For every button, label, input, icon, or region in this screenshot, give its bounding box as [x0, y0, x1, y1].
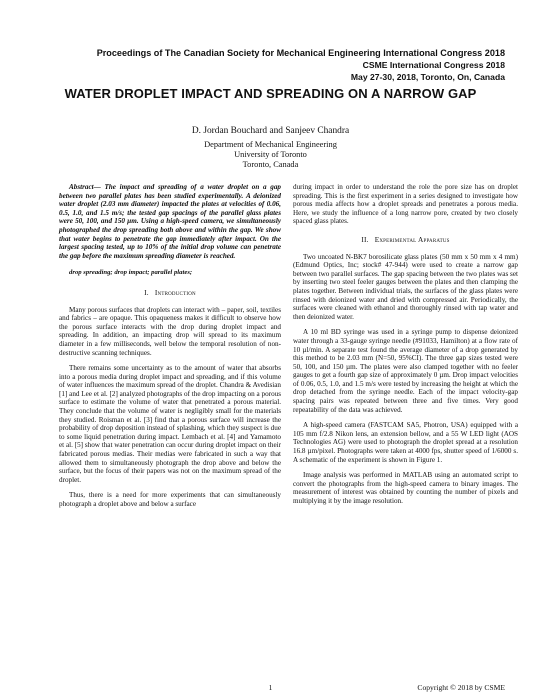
right-column	[293, 183, 518, 506]
affiliation-department: Department of Mechanical Engineering	[204, 140, 337, 149]
section-number: II.	[361, 234, 369, 244]
copyright-notice: Copyright © 2018 by CSME	[417, 683, 505, 692]
section-number: I.	[144, 287, 149, 297]
apparatus-paragraph-4: Image analysis was performed in MATLAB using an automated script to convert the photographs from the high-speed camera to binary images. The measurement of interest was obtained by counting the number of pixels and multiplying it by the image resolution.	[293, 471, 518, 505]
apparatus-paragraph-2: A 10 ml BD syringe was used in a syringe pump to dispense deionized water through a 33-gauge syringe needle (#91033, Hamilton) at a flow rate of 10 µl/min. A separate test found the average diameter of a drop generated by this method to be 2.03 mm (N=50, 95%CI). The three gap sizes tested were 50, 100, and 150 µm. The plates were also clamped together with no feeler gauges to get a fourth gap size of approximately 0 µm. Drop impact velocities of 0.06, 0.5, 1.0, and 1.5 m/s were tested by increasing the height at which the drop detached from the syringe needle. Each of the impact velocity-gap spacing pairs was repeated between three and five times. Very good repeatability of the data was achieved.	[293, 328, 518, 414]
conference-title: Proceedings of The Canadian Society for Mechanical Engineering International Congress 2018	[96, 48, 505, 58]
paper-title: WATER DROPLET IMPACT AND SPREADING ON A NARROW GAP	[64, 86, 477, 101]
section-heading-experimental-apparatus	[293, 236, 518, 245]
keywords: drop spreading; drop impact; parallel plates;	[69, 269, 193, 277]
affiliation-city: Toronto, Canada	[242, 160, 299, 169]
abstract-text: — The impact and spreading of a water droplet on a gap between two parallel plates has been studied experimentally. A deionized water droplet (2.03 mm diameter) impacted the plates at velocities of 0.06, 0.5, 1.0, and 1.5 m/s; the tested gap spacings of the parallel glass plates were 50, 100, and 150 µm. Using a high-speed camera, we simultaneously photographed the drop spreading both above and within the gap. We show that water begins to penetrate the gap immediately after impact. On the largest spacing tested, up to 10% of the initial drop volume can penetrate the gap before the maximum spreading diameter is reached.	[59, 183, 281, 260]
intro-continuation: during impact in order to understand the role the pore size has on droplet spreading. This is the first experiment in a series designed to investigate how porous media affects how a droplet spreads and penetrates a porous media. Here, we study the influence of a long narrow pore, created by two closely spaced glass plates.	[293, 183, 518, 226]
intro-paragraph-2: There remains some uncertainty as to the amount of water that absorbs into a porous media during droplet impact and spreading, and if this volume of water influences the maximum spread of the droplet. Chandra & Avedisian [1] and Lee et al. [2] analyzed photographs of the drop impacting on a porous surface to estimate the volume of water that penetrated a porous material. They conclude that the volume of water is negligibly small for the materials they studied. Roisman et al. [3] find that a porous surface will increase the probability of drop deposition instead of splashing, which they suspect is due to some liquid penetration during impact. Lembach et al. [4] and Yamamoto et al. [5] show that water penetration can occur during droplet impact on their fabricated porous medias. Their medias were fabricated in such a way that allowed them to simultaneously photograph the drop above and below the surface, but the focus of their papers was not on the maximum spread of the droplet.	[59, 364, 281, 484]
apparatus-paragraph-1: Two uncoated N-BK7 borosilicate glass plates (50 mm x 50 mm x 4 mm) (Edmund Optics, Inc; stock# 47-944) were used to create a narrow gap between two parallel surfaces. The gap spacing between the two plates was set by inserting two steel feeler gauges between the plates and then clamping the plates together. Between individual trials, the surfaces of the glass plates were rinsed with deionized water and dried with compressed air. Periodically, the surfaces were cleaned with ethanol and thoroughly rinsed with tap water and then deionized water.	[293, 252, 518, 321]
intro-paragraph-3: Thus, there is a need for more experiments that can simultaneously photograph a droplet above and below a surface	[59, 491, 281, 508]
conference-name: CSME International Congress 2018	[362, 60, 505, 70]
affiliation-university: University of Toronto	[234, 150, 307, 159]
section-title: Experimental Apparatus	[374, 234, 450, 244]
left-column	[59, 183, 281, 509]
section-title: Introduction	[154, 287, 196, 297]
section-heading-introduction	[59, 289, 281, 298]
abstract	[59, 183, 281, 260]
apparatus-paragraph-3: A high-speed camera (FASTCAM SA5, Photron, USA) equipped with a 105 mm f/2.8 Nikon lens, an extension bellow, and a 55 W LED light (AOS Technologies AG) were used to photograph the droplet spread at a resolution 16.8 µm/pixel. Photographs were taken at 4000 fps, shutter speed of 1/6000 s. A schematic of the experiment is shown in Figure 1.	[293, 421, 518, 464]
page-number: 1	[268, 683, 273, 692]
abstract-label: Abstract	[69, 183, 94, 191]
paper-authors: D. Jordan Bouchard and Sanjeev Chandra	[191, 126, 350, 136]
intro-paragraph-1: Many porous surfaces that droplets can interact with – paper, soil, textiles and fabrics – are opaque. This opaqueness makes it difficult to observe how the porous surface interacts with the drop during droplet impact and spreading. In addition, an impacting drop will spread to its maximum diameter in a few milliseconds, well below the temporal resolution of non-destructive scanning techniques.	[59, 305, 281, 357]
conference-date-location: May 27-30, 2018, Toronto, On, Canada	[350, 72, 505, 82]
